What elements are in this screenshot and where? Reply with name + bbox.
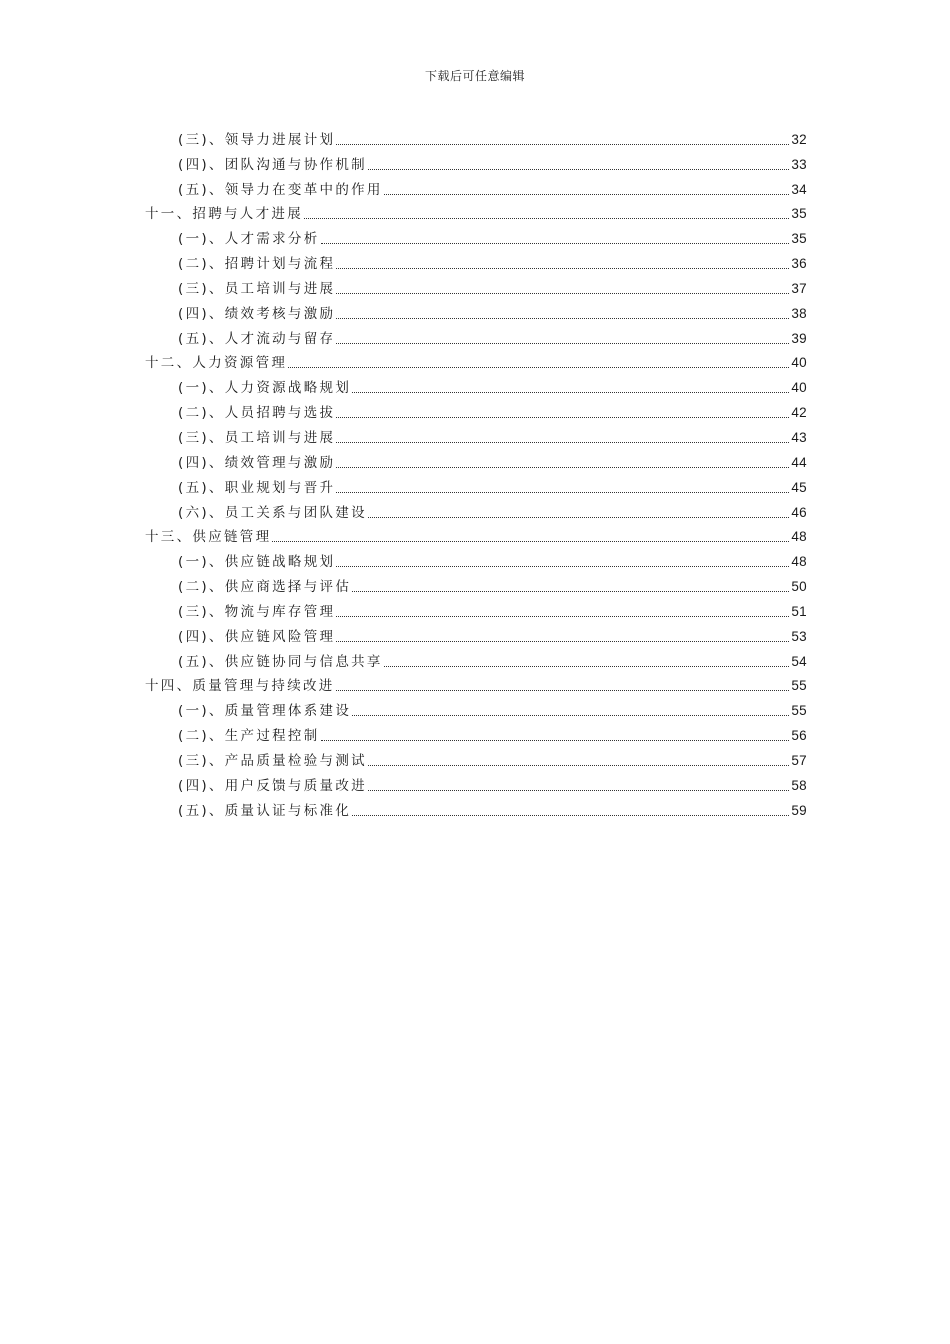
toc-chapter-entry[interactable] bbox=[145, 350, 807, 375]
toc-entry-page-number: 42 bbox=[791, 405, 807, 421]
toc-entry-page-number: 43 bbox=[791, 429, 807, 445]
toc-entry-page-number: 45 bbox=[791, 479, 807, 495]
toc-section-entry[interactable] bbox=[178, 573, 807, 598]
toc-section-entry[interactable] bbox=[178, 275, 807, 300]
toc-entry-page-number: 37 bbox=[791, 280, 807, 296]
table-of-contents bbox=[0, 126, 950, 822]
toc-dot-leader bbox=[368, 764, 789, 766]
toc-entry-title: (三)、物流与库存管理 bbox=[178, 603, 336, 620]
toc-entry-title: (五)、供应链协同与信息共享 bbox=[178, 653, 383, 670]
toc-entry-title: 十二、人力资源管理 bbox=[145, 355, 288, 372]
toc-entry-title: 十三、供应链管理 bbox=[145, 529, 272, 546]
toc-entry-page-number: 40 bbox=[791, 355, 807, 371]
toc-entry-title: (四)、绩效考核与激励 bbox=[178, 305, 336, 322]
toc-dot-leader bbox=[336, 143, 789, 145]
toc-entry-title: (二)、招聘计划与流程 bbox=[178, 256, 336, 273]
toc-entry-title: (五)、人才流动与留存 bbox=[178, 330, 336, 347]
toc-entry-page-number: 54 bbox=[791, 653, 807, 669]
toc-section-entry[interactable] bbox=[178, 772, 807, 797]
toc-dot-leader bbox=[336, 491, 789, 493]
toc-section-entry[interactable] bbox=[178, 797, 807, 822]
toc-entry-page-number: 44 bbox=[791, 454, 807, 470]
toc-entry-page-number: 55 bbox=[791, 678, 807, 694]
toc-dot-leader bbox=[336, 416, 789, 418]
toc-section-entry[interactable] bbox=[178, 474, 807, 499]
toc-dot-leader bbox=[336, 292, 789, 294]
toc-entry-page-number: 57 bbox=[791, 752, 807, 768]
toc-entry-page-number: 36 bbox=[791, 256, 807, 272]
toc-dot-leader bbox=[368, 789, 789, 791]
toc-dot-leader bbox=[352, 391, 789, 393]
toc-section-entry[interactable] bbox=[178, 697, 807, 722]
toc-entry-page-number: 46 bbox=[791, 504, 807, 520]
toc-section-entry[interactable] bbox=[178, 598, 807, 623]
toc-section-entry[interactable] bbox=[178, 747, 807, 772]
toc-entry-title: 十四、质量管理与持续改进 bbox=[145, 678, 335, 695]
toc-section-entry[interactable] bbox=[178, 648, 807, 673]
toc-entry-title: (一)、供应链战略规划 bbox=[178, 554, 336, 571]
toc-section-entry[interactable] bbox=[178, 151, 807, 176]
toc-entry-page-number: 56 bbox=[791, 728, 807, 744]
toc-entry-title: (四)、供应链风险管理 bbox=[178, 628, 336, 645]
toc-entry-title: (三)、领导力进展计划 bbox=[178, 131, 336, 148]
toc-entry-page-number: 50 bbox=[791, 579, 807, 595]
toc-entry-page-number: 32 bbox=[791, 131, 807, 147]
toc-entry-title: (六)、员工关系与团队建设 bbox=[178, 504, 367, 521]
toc-entry-title: (四)、团队沟通与协作机制 bbox=[178, 156, 367, 173]
toc-entry-title: (四)、绩效管理与激励 bbox=[178, 454, 336, 471]
toc-section-entry[interactable] bbox=[178, 399, 807, 424]
toc-dot-leader bbox=[384, 193, 790, 195]
toc-entry-page-number: 40 bbox=[791, 380, 807, 396]
page-header: 下载后可任意编辑 bbox=[424, 69, 525, 83]
toc-section-entry[interactable] bbox=[178, 176, 807, 201]
toc-entry-title: (二)、生产过程控制 bbox=[178, 728, 320, 745]
toc-entry-title: (三)、员工培训与进展 bbox=[178, 429, 336, 446]
toc-dot-leader bbox=[352, 590, 789, 592]
toc-entry-page-number: 33 bbox=[791, 156, 807, 172]
toc-entry-title: (二)、供应商选择与评估 bbox=[178, 579, 352, 596]
toc-dot-leader bbox=[336, 342, 789, 344]
toc-entry-page-number: 39 bbox=[791, 330, 807, 346]
toc-chapter-entry[interactable] bbox=[145, 673, 807, 698]
toc-entry-title: (五)、领导力在变革中的作用 bbox=[178, 181, 383, 198]
toc-dot-leader bbox=[321, 242, 790, 244]
toc-dot-leader bbox=[352, 814, 789, 816]
toc-section-entry[interactable] bbox=[178, 225, 807, 250]
toc-section-entry[interactable] bbox=[178, 325, 807, 350]
toc-entry-title: 十一、招聘与人才进展 bbox=[145, 206, 303, 223]
toc-entry-title: (三)、员工培训与进展 bbox=[178, 280, 336, 297]
toc-entry-page-number: 53 bbox=[791, 628, 807, 644]
toc-section-entry[interactable] bbox=[178, 623, 807, 648]
toc-dot-leader bbox=[336, 565, 789, 567]
toc-dot-leader bbox=[288, 366, 789, 368]
toc-dot-leader bbox=[352, 714, 789, 716]
toc-entry-page-number: 48 bbox=[791, 529, 807, 545]
toc-dot-leader bbox=[336, 317, 789, 319]
toc-entry-title: (一)、质量管理体系建设 bbox=[178, 703, 352, 720]
toc-entry-page-number: 35 bbox=[791, 206, 807, 222]
toc-dot-leader bbox=[304, 217, 789, 219]
toc-dot-leader bbox=[368, 516, 789, 518]
toc-entry-page-number: 55 bbox=[791, 703, 807, 719]
toc-section-entry[interactable] bbox=[178, 722, 807, 747]
toc-entry-title: (二)、人员招聘与选拔 bbox=[178, 405, 336, 422]
toc-entry-page-number: 48 bbox=[791, 554, 807, 570]
toc-entry-title: (五)、职业规划与晋升 bbox=[178, 479, 336, 496]
toc-section-entry[interactable] bbox=[178, 424, 807, 449]
toc-section-entry[interactable] bbox=[178, 250, 807, 275]
toc-entry-title: (一)、人才需求分析 bbox=[178, 231, 320, 248]
toc-entry-title: (四)、用户反馈与质量改进 bbox=[178, 777, 367, 794]
toc-section-entry[interactable] bbox=[178, 548, 807, 573]
toc-dot-leader bbox=[272, 540, 789, 542]
toc-dot-leader bbox=[321, 739, 790, 741]
toc-entry-page-number: 38 bbox=[791, 305, 807, 321]
toc-section-entry[interactable] bbox=[178, 300, 807, 325]
toc-entry-title: (一)、人力资源战略规划 bbox=[178, 380, 352, 397]
toc-entry-page-number: 58 bbox=[791, 777, 807, 793]
toc-dot-leader bbox=[336, 689, 790, 691]
toc-dot-leader bbox=[336, 267, 789, 269]
toc-section-entry[interactable] bbox=[178, 126, 807, 151]
toc-section-entry[interactable] bbox=[178, 449, 807, 474]
toc-entry-title: (三)、产品质量检验与测试 bbox=[178, 752, 367, 769]
toc-entry-title: (五)、质量认证与标准化 bbox=[178, 802, 352, 819]
toc-entry-page-number: 35 bbox=[791, 231, 807, 247]
toc-dot-leader bbox=[368, 168, 789, 170]
toc-entry-page-number: 59 bbox=[791, 802, 807, 818]
toc-dot-leader bbox=[384, 665, 790, 667]
toc-chapter-entry[interactable] bbox=[145, 201, 807, 226]
toc-dot-leader bbox=[336, 640, 789, 642]
toc-dot-leader bbox=[336, 441, 789, 443]
toc-section-entry[interactable] bbox=[178, 499, 807, 524]
toc-entry-page-number: 34 bbox=[791, 181, 807, 197]
toc-section-entry[interactable] bbox=[178, 374, 807, 399]
toc-dot-leader bbox=[336, 615, 789, 617]
toc-dot-leader bbox=[336, 466, 789, 468]
toc-entry-page-number: 51 bbox=[791, 603, 807, 619]
toc-chapter-entry[interactable] bbox=[145, 524, 807, 549]
